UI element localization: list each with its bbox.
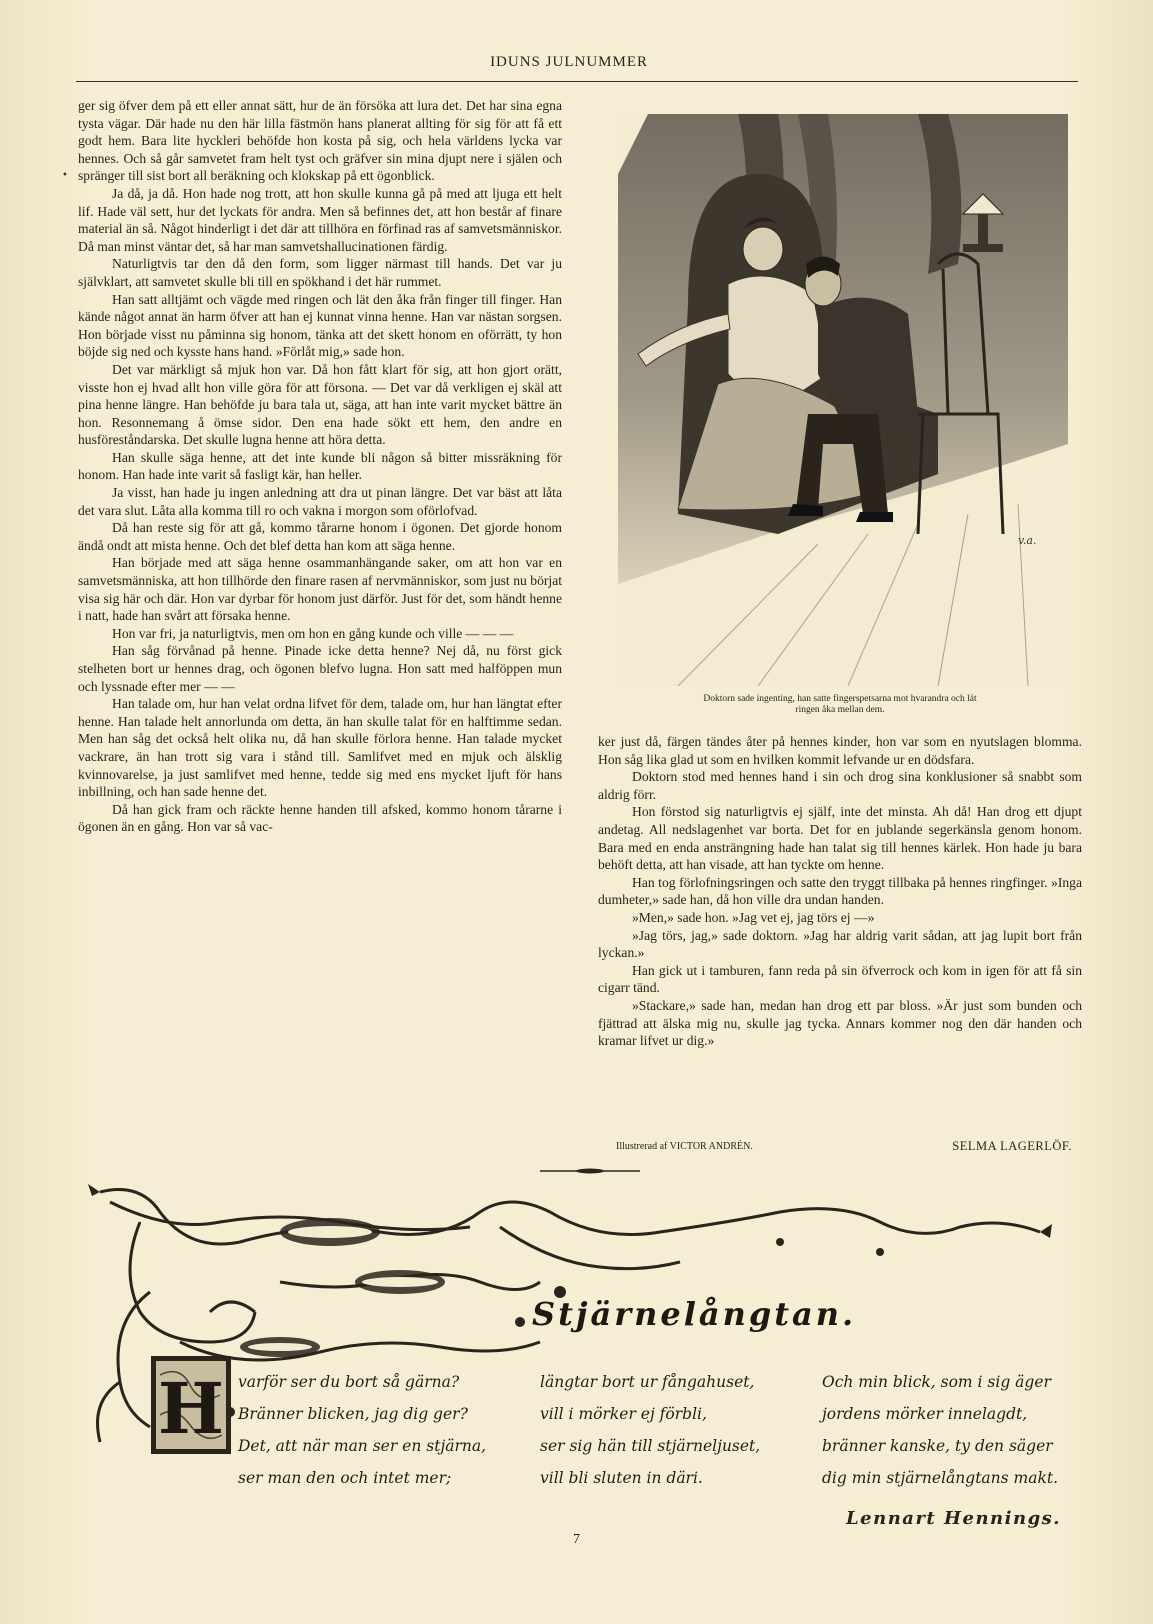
running-title: IDUNS JULNUMMER <box>490 54 648 70</box>
poem-line: jordens mörker innelagdt, <box>822 1405 1028 1423</box>
paragraph: Då han gick fram och räckte henne handen till afsked, kommo honom tårarne i ögonen än en gång. Hon var så vac- <box>78 801 562 835</box>
poem-line: Det, att när man ser en stjärna, <box>238 1437 487 1455</box>
paragraph: Det var märkligt så mjuk hon var. Då hon fått klart för sig, att hon gjort orätt, visste hon ej hvad allt hon ville göra för att försona. — Det var då verkligen ej skäl att pina henne längre. Han behöfde ju bara tala ut, säga, att han inte varit mycket bättre än hon. Resonnemang å ömse sidor. Den ena hade sökt ett hem, den andre en husföreståndarska. Det skulle lugna henne att höra detta. <box>78 361 562 448</box>
caption-line: Doktorn sade ingenting, han satte fingerspetsarna mot hvarandra och lät <box>703 694 977 704</box>
poem-line: vill bli sluten in däri. <box>540 1469 703 1487</box>
poem-line: dig min stjärnelångtans makt. <box>822 1469 1059 1487</box>
paragraph: Naturligtvis tar den då den form, som ligger närmast till hands. Det var ju självklart, att samvetet skulle bli till en spökhand i det här rummet. <box>78 256 562 289</box>
poem-stanza <box>238 1366 486 1494</box>
margin-mark: • <box>62 170 68 181</box>
paragraph: Han satt alltjämt och vägde med ringen och lät den åka från finger till finger. Han kände något annat än harm öfver att han ej kunnat vinna henne. Han var nästan sorgsen. Hon började visst nu påminna sig honom, tänka att det skett honom en oförrätt, ty hon böjde sig ned och kysste hans hand. »Förlåt mig,» sade hon. <box>78 291 562 360</box>
svg-text:v.a.: v.a. <box>1018 534 1037 547</box>
illustration-caption <box>598 694 1082 716</box>
paragraph: Ja visst, han hade ju ingen anledning att dra ut pinan längre. Det var bäst att låta det vara slut. Låta alla komma till ro och vakna i morgon som oförlofvad. <box>78 485 562 518</box>
paragraph: »Men,» sade hon. »Jag vet ej, jag törs ej —» <box>632 909 875 925</box>
story-illustration <box>618 114 1068 686</box>
poem-line: ser man den och intet mer; <box>238 1469 452 1487</box>
poem-line: bränner kanske, ty den säger <box>822 1437 1053 1455</box>
credits <box>598 1138 1082 1154</box>
paragraph: Ja då, ja då. Hon hade nog trott, att hon skulle kunna gå på med att ljuga ett helt lif. Hade väl sett, hur det lyckats för andra. Men så befinnes det, att hon består af finare material än så. Något hinderligt i det där att tillhöra en förfinad ras af samvetsmänniskor. Då man minst väntar det, så har man samvetshallucinationen färdig. <box>78 185 562 254</box>
poem-line: längtar bort ur fångahuset, <box>540 1373 755 1391</box>
paragraph: Han talade om, hur han velat ordna lifvet för dem, talade om, hur han längtat efter henne. Han talade helt annorlunda om detta, än han skulle talat för en halftimme sedan. Men han såg det också helt olika nu, då han skulle förlora henne. Han talade mycket vackrare, än han trott sig vara i stånd till. Samlifvet med en mjuk och älsklig kvinnovarelse, ja just samlifvet med henne, tedde sig med ens mycket ljuft för hans inbillning, och han sade henne det. <box>78 696 562 800</box>
story-column-left <box>78 97 562 836</box>
illustrator-credit: Illustrerad af VICTOR ANDRÉN. <box>616 1141 753 1152</box>
paragraph: Han skulle säga henne, att det inte kunde bli någon så bitter missräkning för honom. Han hade inte varit så fasligt kär, han heller. <box>78 449 562 483</box>
paragraph: Han såg förvånad på henne. Pinade icke detta henne? Nej då, nu först gick stelheten bort ur hennes drag, och ögonen blefvo lugna. Hon satt med halföppen mun och lyssnade efter mer — — <box>78 643 562 694</box>
paragraph: Doktorn stod med hennes hand i sin och drog sina konklusioner så snabbt som aldrig förr. <box>598 769 1082 802</box>
author-credit: SELMA LAGERLÖF. <box>952 1139 1072 1153</box>
paragraph: Hon förstod sig naturligtvis ej själf, inte det minsta. Ah då! Han drog ett djupt andetag. All nedslagenhet var borta. Det for en jublande segerkänsla genom honom. Bara med en enda ansträngning hade han talat sig till hennes kärlek. Hon hade ju bara behöft detta, att han visade, att han tyckte om henne. <box>598 804 1082 873</box>
page-number: 7 <box>573 1532 580 1547</box>
paragraph: Han gick ut i tamburen, fann reda på sin öfverrock och kom in igen för att få sin cigarr tänd. <box>598 962 1082 996</box>
initial-letter: H <box>157 1367 225 1450</box>
paragraph: Han tog förlofningsringen och satte den tryggt tillbaka på hennes ringfinger. »Inga dumheter,» sade han, då hon ville dra undan handen. <box>598 874 1082 908</box>
paragraph: »Jag törs, jag,» sade doktorn. »Jag har aldrig varit sådan, att jag lupit bort från lyckan.» <box>598 927 1082 961</box>
initial-capital <box>150 1355 232 1455</box>
poem-line: varför ser du bort så gärna? <box>238 1373 460 1391</box>
page-header <box>76 52 1078 82</box>
caption-line: ringen åka mellan dem. <box>795 705 885 715</box>
paragraph: ker just då, färgen tändes åter på hennes kinder, hon var som en nyutslagen blomma. Hon såg lika glad ut som en hvilken kommit lefvande ur en dödsfara. <box>598 734 1082 767</box>
paragraph: »Stackare,» sade han, medan han drog ett par bloss. »Är just som bunden och fjättrad att älska mig nu, skulle jag tycka. Annars kommer nog den där handen och kramar lifvet ur dig.» <box>598 997 1082 1049</box>
paragraph: Hon var fri, ja naturligtvis, men om hon en gång kunde och ville — — — <box>112 625 514 641</box>
poem-title: Stjärnelångtan. <box>532 1295 857 1333</box>
poem-line: Och min blick, som i sig äger <box>822 1373 1051 1391</box>
poem-stanza <box>822 1366 1058 1494</box>
paragraph: Då han reste sig för att gå, kommo tårarne honom i ögonen. Det gjorde honom ändå ondt att mista henne. Och det blef detta han kom att säga henne. <box>78 520 562 553</box>
story-column-right <box>598 733 1082 1050</box>
paragraph: Han började med att säga henne osammanhängande saker, om att hon var en samvetsmänniska, att hon tillhörde den finare rasen af nervmänniskor, som just nu börjat visa sig här och där. Hon var dyrbar för honom just därför. Just för det, som händt henne i natt, hade han svårt att försaka henne. <box>78 555 562 624</box>
poem-stanza <box>540 1366 760 1494</box>
poem-line: ser sig hän till stjärneljuset, <box>540 1437 761 1455</box>
poem-line: Bränner blicken, jag dig ger? <box>238 1405 468 1423</box>
poem-line: vill i mörker ej förbli, <box>540 1405 707 1423</box>
poem-author: Lennart Hennings. <box>846 1508 1062 1529</box>
paragraph: ger sig öfver dem på ett eller annat sätt, hur de än försöka att lura det. Det har sina egna tysta vägar. Där hade nu den här lilla fästmön hans planerat allting för sig för att få ett godt hem. Bara lite hyckleri behöfde hon kosta på sig, och hela världens lycka var hennes. Och så går samvetet fram helt tyst och gräfver sin mina djupt nere i själen och spränger till sist bort all beräkning och klokskap på ett ögonblick. <box>78 98 562 184</box>
